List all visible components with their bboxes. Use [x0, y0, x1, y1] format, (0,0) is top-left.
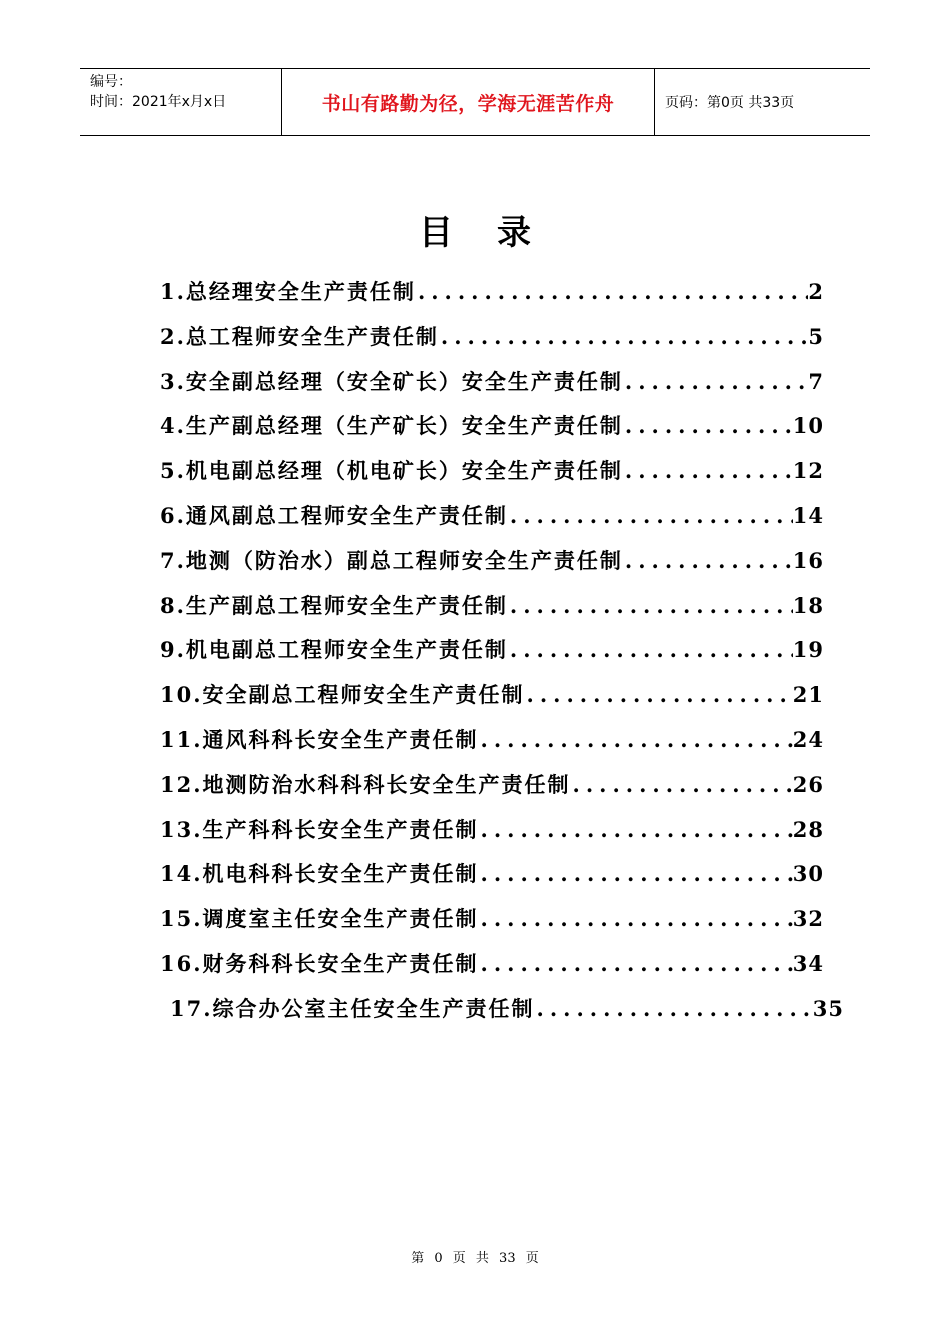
- toc-leader-dots: [623, 458, 793, 483]
- toc-entry[interactable]: [160, 410, 824, 455]
- header-page-info: 页码：第0页 共33页: [665, 95, 795, 111]
- toc-entry[interactable]: [160, 590, 824, 635]
- toc-entry-page-number: 14: [792, 502, 824, 528]
- toc-leader-dots: [479, 817, 793, 842]
- toc-entry-page-number: 34: [792, 950, 824, 976]
- toc-leader-dots: [479, 727, 793, 752]
- toc-entry-title: 5.机电副总经理（机电矿长）安全生产责任制: [160, 458, 623, 484]
- toc-entry-title: 3.安全副总经理（安全矿长）安全生产责任制: [160, 368, 623, 394]
- toc-entry-title: 4.生产副总经理（生产矿长）安全生产责任制: [160, 413, 623, 439]
- toc-entry-page-number: 32: [792, 906, 824, 932]
- toc-leader-dots: [535, 996, 813, 1021]
- toc-entry[interactable]: [160, 724, 824, 769]
- toc-entry-page-number: 19: [792, 637, 824, 663]
- toc-entry-title: 10.安全副总工程师安全生产责任制: [160, 682, 525, 708]
- toc-entry-title: 15.调度室主任安全生产责任制: [160, 906, 479, 932]
- toc-entry[interactable]: [160, 993, 844, 1038]
- toc-entry-page-number: 26: [792, 771, 824, 797]
- toc-entry-page-number: 16: [792, 547, 824, 573]
- toc-entry-page-number: 24: [792, 726, 824, 752]
- toc-entry-title: 7.地测（防治水）副总工程师安全生产责任制: [160, 547, 623, 573]
- toc-leader-dots: [439, 324, 808, 349]
- toc-entry-page-number: 2: [808, 279, 824, 304]
- toc-entry-title: 16.财务科科长安全生产责任制: [160, 950, 479, 976]
- toc-entry[interactable]: [160, 903, 824, 948]
- toc-entry-page-number: 18: [792, 592, 824, 618]
- toc-entry[interactable]: [160, 769, 824, 814]
- toc-leader-dots: [508, 593, 793, 618]
- toc-leader-dots: [479, 951, 793, 976]
- toc-leader-dots: [525, 682, 793, 707]
- toc-entry[interactable]: [160, 858, 824, 903]
- toc-entry[interactable]: [160, 814, 824, 859]
- toc-entry[interactable]: [160, 634, 824, 679]
- toc-entry[interactable]: [160, 321, 824, 366]
- toc-leader-dots: [416, 279, 808, 304]
- toc-entry-title: 9.机电副总工程师安全生产责任制: [160, 637, 508, 663]
- toc-entry-title: 6.通风副总工程师安全生产责任制: [160, 502, 508, 528]
- toc-entry-title: 8.生产副总工程师安全生产责任制: [160, 592, 508, 618]
- toc-entry[interactable]: [160, 545, 824, 590]
- table-of-contents: [160, 276, 844, 1038]
- toc-leader-dots: [508, 503, 793, 528]
- toc-leader-dots: [571, 772, 793, 797]
- toc-leader-dots: [623, 369, 808, 394]
- toc-entry-page-number: 5: [808, 323, 824, 349]
- toc-entry-title: 14.机电科科长安全生产责任制: [160, 861, 479, 887]
- toc-entry-title: 1.总经理安全生产责任制: [160, 279, 416, 304]
- page-footer: 第 0 页 共 33 页: [411, 1251, 539, 1266]
- toc-entry-title: 17.综合办公室主任安全生产责任制: [170, 995, 535, 1021]
- toc-entry[interactable]: [160, 679, 824, 724]
- toc-entry-page-number: 7: [808, 368, 824, 394]
- toc-entry[interactable]: [160, 455, 824, 500]
- page-title: 目录: [419, 213, 575, 253]
- toc-leader-dots: [623, 413, 793, 438]
- header-meta: [80, 69, 282, 135]
- toc-entry[interactable]: [160, 500, 824, 545]
- document-header: [80, 68, 870, 136]
- toc-entry-page-number: 10: [792, 413, 824, 439]
- toc-entry-title: 11.通风科科长安全生产责任制: [160, 726, 479, 752]
- toc-leader-dots: [479, 906, 793, 931]
- toc-entry[interactable]: [160, 948, 824, 993]
- toc-entry-title: 2.总工程师安全生产责任制: [160, 323, 439, 349]
- header-motto: 书山有路勤为径，学海无涯苦作舟: [282, 69, 655, 135]
- toc-leader-dots: [623, 548, 793, 573]
- toc-entry-page-number: 35: [812, 995, 844, 1021]
- toc-entry-page-number: 21: [792, 682, 824, 708]
- toc-entry-title: 12.地测防治水科科科长安全生产责任制: [160, 771, 571, 797]
- toc-entry-page-number: 28: [792, 816, 824, 842]
- toc-leader-dots: [479, 861, 793, 886]
- document-number-label: 编号：: [90, 74, 132, 90]
- document-date: 时间：2021年x月x日: [90, 94, 227, 110]
- toc-entry[interactable]: [160, 366, 824, 411]
- toc-leader-dots: [508, 637, 793, 662]
- toc-entry[interactable]: [160, 276, 824, 321]
- toc-entry-page-number: 30: [792, 861, 824, 887]
- toc-entry-page-number: 12: [792, 458, 824, 484]
- toc-entry-title: 13.生产科科长安全生产责任制: [160, 816, 479, 842]
